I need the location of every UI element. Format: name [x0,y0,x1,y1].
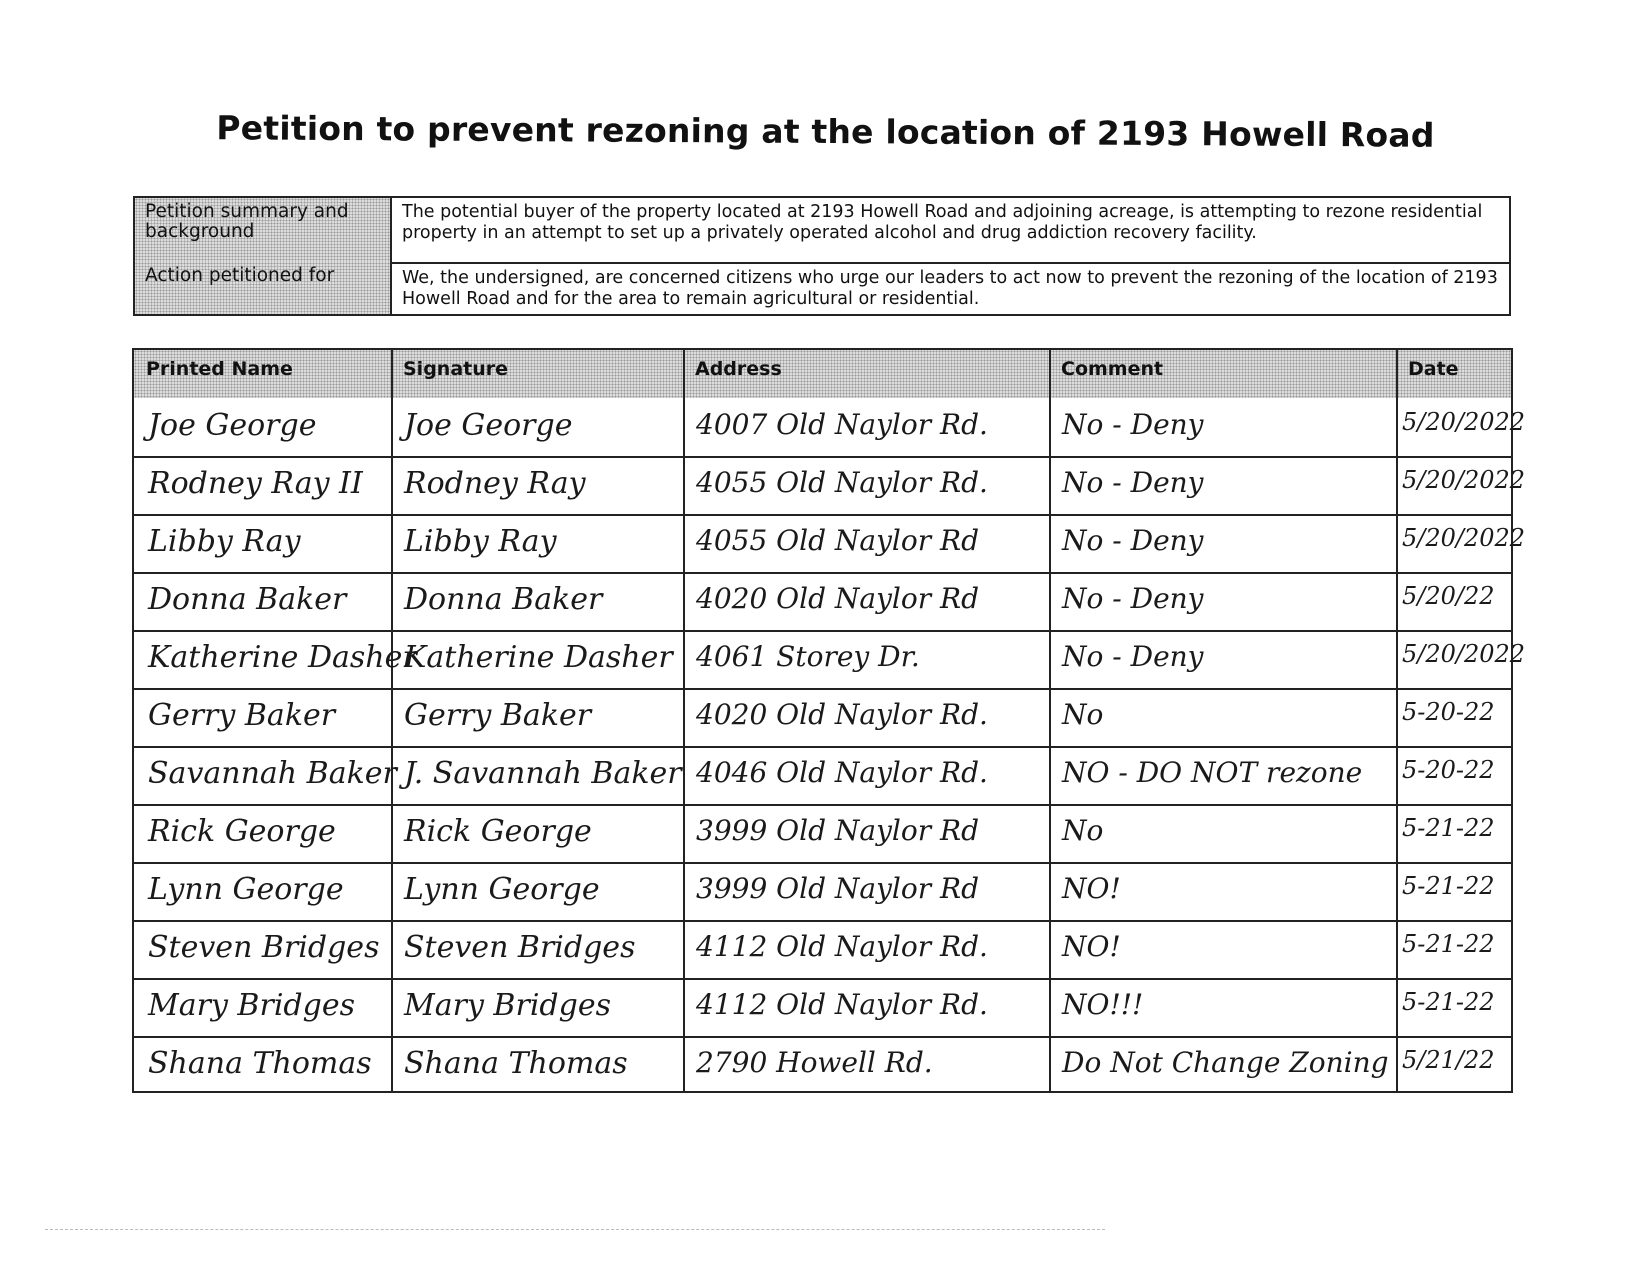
scan-artifact-line [45,1229,1105,1230]
row-divider [134,978,1511,980]
comment: NO!!! [1062,988,1144,1021]
printed-name: Libby Ray [148,524,301,559]
address: 2790 Howell Rd. [696,1046,933,1079]
row-divider [134,630,1511,632]
date: 5-20-22 [1402,756,1495,784]
signature: Shana Thomas [404,1046,628,1081]
date: 5-21-22 [1402,814,1495,842]
comment: NO - DO NOT rezone [1062,756,1363,789]
signature: Donna Baker [404,582,603,617]
signature: Libby Ray [404,524,557,559]
summary-text: The potential buyer of the property located at 2193 Howell Road and adjoining acreage, is attempting to rezone residential property in an attempt to set up a privately operated alcohol and drug addiction recovery facility. [402,202,1483,243]
signature: Joe George [404,408,573,443]
printed-name: Mary Bridges [148,988,355,1023]
address: 3999 Old Naylor Rd [696,872,980,905]
signature: J. Savannah Baker [404,756,682,791]
summary-label: Petition summary and background [135,198,392,262]
action-text: We, the undersigned, are concerned citizens who urge our leaders to act now to prevent the rezoning of the location of 2193 Howell Road and for the area to remain agricultural or residential. [402,268,1498,309]
comment: No - Deny [1062,466,1204,499]
comment: No - Deny [1062,582,1204,615]
row-divider [134,1036,1511,1038]
row-divider [134,746,1511,748]
address: 3999 Old Naylor Rd [696,814,980,847]
signature: Gerry Baker [404,698,592,733]
header-signature: Signature [403,358,509,380]
row-divider [134,804,1511,806]
date: 5-21-22 [1402,930,1495,958]
comment: NO! [1062,872,1121,905]
comment: No - Deny [1062,408,1204,441]
date: 5-20-22 [1402,698,1495,726]
date: 5/20/2022 [1402,640,1526,668]
row-divider [134,456,1511,458]
printed-name: Donna Baker [148,582,347,617]
comment: NO! [1062,930,1121,963]
row-divider [134,688,1511,690]
row-divider [134,920,1511,922]
signature: Lynn George [404,872,600,907]
address: 4020 Old Naylor Rd [696,582,980,615]
comment: No [1062,698,1104,731]
printed-name: Gerry Baker [148,698,336,733]
date: 5/20/22 [1402,582,1495,610]
action-label: Action petitioned for [135,262,392,314]
signature-table [132,348,1526,1093]
address: 4055 Old Naylor Rd [696,524,980,557]
signature: Rodney Ray [404,466,586,501]
date: 5/21/22 [1402,1046,1495,1074]
header-date: Date [1408,358,1459,380]
date: 5-21-22 [1402,988,1495,1016]
printed-name: Lynn George [148,872,344,907]
address: 4046 Old Naylor Rd. [696,756,988,789]
address: 4061 Storey Dr. [696,640,920,673]
printed-name: Katherine Dasher [148,640,417,675]
printed-name: Joe George [148,408,317,443]
date: 5/20/2022 [1402,408,1526,436]
row-divider [134,862,1511,864]
printed-name: Rick George [148,814,336,849]
summary-table [133,196,1511,316]
printed-name: Savannah Baker [148,756,397,791]
printed-name: Steven Bridges [148,930,380,965]
row-divider [134,572,1511,574]
page-title: Petition to prevent rezoning at the location of 2193 Howell Road [216,108,1435,155]
comment: No - Deny [1062,524,1204,557]
signature: Rick George [404,814,592,849]
comment: No - Deny [1062,640,1204,673]
printed-name: Rodney Ray II [148,466,363,501]
address: 4055 Old Naylor Rd. [696,466,988,499]
address: 4112 Old Naylor Rd. [696,988,988,1021]
row-divider [134,514,1511,516]
signature: Steven Bridges [404,930,636,965]
comment: No [1062,814,1104,847]
signature: Mary Bridges [404,988,611,1023]
address: 4020 Old Naylor Rd. [696,698,988,731]
address: 4112 Old Naylor Rd. [696,930,988,963]
address: 4007 Old Naylor Rd. [696,408,988,441]
date: 5-21-22 [1402,872,1495,900]
header-address: Address [695,358,782,380]
header-printed-name: Printed Name [146,358,293,380]
date: 5/20/2022 [1402,466,1526,494]
signature: Katherine Dasher [404,640,673,675]
date: 5/20/2022 [1402,524,1526,552]
header-comment: Comment [1061,358,1164,380]
printed-name: Shana Thomas [148,1046,372,1081]
comment: Do Not Change Zoning [1062,1046,1389,1079]
